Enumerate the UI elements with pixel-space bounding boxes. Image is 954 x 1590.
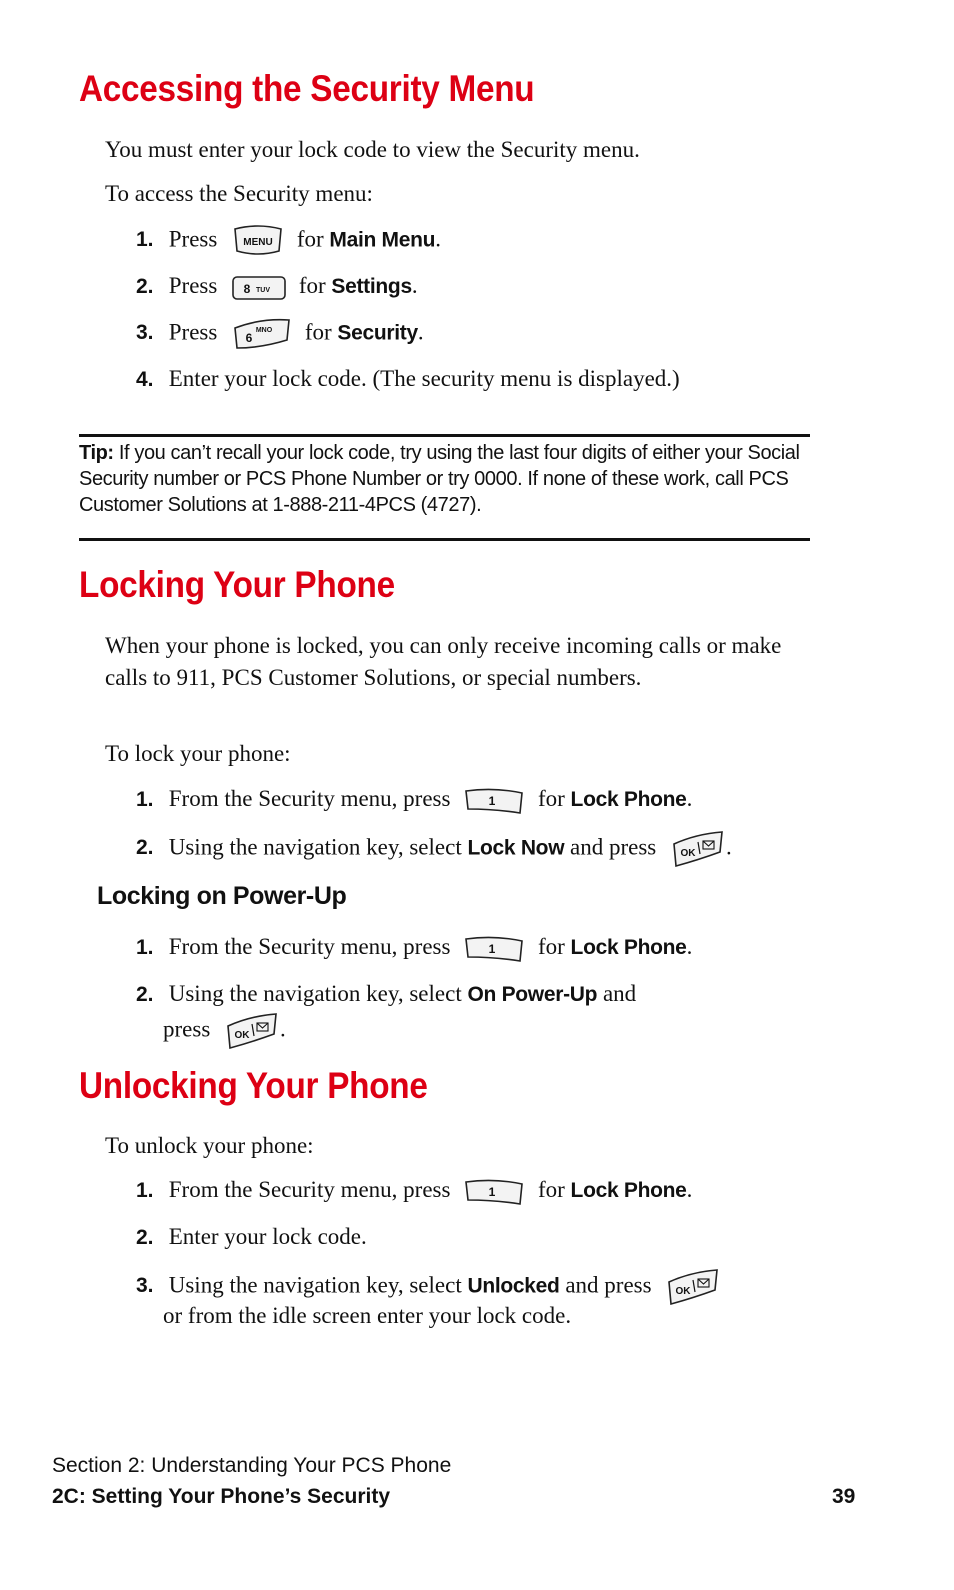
security-menu-lead: To access the Security menu: bbox=[105, 181, 373, 206]
step-target: Lock Phone bbox=[570, 936, 687, 959]
6-mno-key-icon bbox=[231, 316, 293, 352]
power-up-step-2-cont bbox=[163, 1012, 853, 1050]
step-text: From the Security menu, press bbox=[168, 934, 451, 959]
step-end: . bbox=[417, 319, 424, 345]
svg-text:6: 6 bbox=[245, 331, 253, 345]
unlocking-heading: Unlocking Your Phone bbox=[79, 1065, 428, 1106]
step-number: 1. bbox=[136, 1179, 154, 1202]
security-step-2 bbox=[136, 270, 826, 303]
footer-section: Section 2: Understanding Your PCS Phone bbox=[52, 1454, 452, 1477]
step-number: 2. bbox=[136, 275, 154, 298]
step-text: for bbox=[537, 934, 565, 959]
step-text: Using the navigation key, select bbox=[168, 981, 462, 1006]
svg-text:TUV: TUV bbox=[256, 286, 271, 294]
power-up-step-1 bbox=[136, 931, 826, 965]
step-text: Enter your lock code. (The security menu is displayed.) bbox=[168, 366, 680, 391]
menu-key-icon bbox=[231, 223, 285, 259]
tip-label: Tip: bbox=[79, 442, 114, 464]
step-number: 1. bbox=[136, 788, 154, 811]
unlocking-lead: To unlock your phone: bbox=[105, 1133, 314, 1158]
step-text: for bbox=[304, 319, 332, 345]
svg-text:1: 1 bbox=[488, 793, 496, 808]
step-text: Press bbox=[168, 273, 218, 298]
step-number: 4. bbox=[136, 368, 154, 391]
locking-intro: When your phone is locked, you can only receive incoming calls or make calls to 911, PCS Customer Solutions, or special numbers. bbox=[105, 633, 782, 690]
svg-text:OK: OK bbox=[675, 1286, 691, 1297]
step-number: 1. bbox=[136, 936, 154, 959]
step-end: . bbox=[686, 1177, 693, 1202]
step-text: Using the navigation key, select bbox=[168, 1272, 462, 1298]
locking-heading: Locking Your Phone bbox=[79, 564, 395, 605]
step-target: Lock Now bbox=[467, 836, 565, 860]
step-text: From the Security menu, press bbox=[168, 786, 451, 811]
step-text: for bbox=[537, 786, 565, 811]
unlocking-step-1 bbox=[136, 1174, 826, 1208]
locking-power-up-heading: Locking on Power-Up bbox=[97, 882, 347, 910]
step-number: 2. bbox=[136, 983, 154, 1006]
step-text: for bbox=[298, 273, 326, 298]
locking-lead: To lock your phone: bbox=[105, 741, 291, 766]
step-number: 1. bbox=[136, 228, 154, 252]
step-end: . bbox=[686, 786, 693, 811]
step-target: Unlocked bbox=[467, 1274, 560, 1298]
step-target: On Power-Up bbox=[467, 983, 598, 1006]
tip-box bbox=[79, 440, 810, 518]
step-text: Enter your lock code. bbox=[168, 1224, 367, 1249]
unlocking-step-3-cont bbox=[163, 1300, 853, 1332]
locking-step-1 bbox=[136, 783, 826, 817]
step-text: for bbox=[296, 226, 324, 252]
security-step-1 bbox=[136, 223, 826, 259]
svg-text:1: 1 bbox=[488, 1184, 496, 1199]
unlocking-step-2 bbox=[136, 1221, 826, 1254]
svg-text:MNO: MNO bbox=[255, 327, 273, 334]
security-step-4 bbox=[136, 363, 826, 396]
step-target: Main Menu bbox=[329, 228, 436, 252]
security-step-3 bbox=[136, 316, 826, 352]
step-end: . bbox=[280, 1016, 286, 1042]
step-text: Press bbox=[168, 319, 218, 345]
svg-text:OK: OK bbox=[234, 1030, 250, 1041]
step-text: Using the navigation key, select bbox=[168, 834, 462, 860]
ok-key-icon bbox=[224, 1012, 280, 1050]
step-end: . bbox=[435, 226, 441, 252]
step-target: Settings bbox=[331, 275, 412, 298]
1-key-icon bbox=[464, 933, 526, 965]
svg-text:1: 1 bbox=[488, 941, 496, 956]
step-number: 3. bbox=[136, 321, 154, 345]
step-target: Lock Phone bbox=[570, 1179, 687, 1202]
step-end: . bbox=[686, 934, 693, 959]
step-end: . bbox=[725, 834, 732, 860]
locking-step-2 bbox=[136, 830, 826, 868]
step-text: for bbox=[537, 1177, 565, 1202]
1-key-icon bbox=[464, 1176, 526, 1208]
power-up-step-2 bbox=[136, 978, 826, 1011]
tip-text: If you can’t recall your lock code, try using the last four digits of either your Social Security number or PCS Phone Number or try 0000. If none of these work, call PCS Customer Solutions at 1-888-211-4PCS (4727). bbox=[79, 442, 800, 516]
step-number: 2. bbox=[136, 836, 154, 860]
step-number: 3. bbox=[136, 1274, 154, 1298]
1-key-icon bbox=[464, 785, 526, 817]
step-end: . bbox=[411, 273, 418, 298]
footer-chapter: 2C: Setting Your Phone’s Security bbox=[52, 1485, 391, 1508]
step-text: or from the idle screen enter your lock code. bbox=[163, 1303, 572, 1328]
step-text: Press bbox=[168, 226, 218, 252]
security-menu-intro: You must enter your lock code to view the Security menu. bbox=[105, 137, 640, 162]
tip-bottom-rule bbox=[79, 538, 810, 541]
step-text: From the Security menu, press bbox=[168, 1177, 451, 1202]
svg-text:OK: OK bbox=[680, 848, 696, 859]
8-tuv-key-icon bbox=[231, 274, 287, 302]
step-target: Security bbox=[337, 321, 418, 345]
ok-key-icon bbox=[670, 830, 726, 868]
svg-text:MENU: MENU bbox=[243, 237, 273, 248]
step-text: press bbox=[163, 1016, 211, 1042]
svg-text:8: 8 bbox=[243, 281, 251, 296]
step-number: 2. bbox=[136, 1226, 154, 1249]
step-target: Lock Phone bbox=[570, 788, 687, 811]
page-number: 39 bbox=[832, 1485, 856, 1508]
step-text: and press bbox=[570, 834, 657, 860]
step-text: and press bbox=[565, 1272, 652, 1298]
tip-top-rule bbox=[79, 434, 810, 437]
security-menu-heading: Accessing the Security Menu bbox=[79, 68, 535, 109]
step-text: and bbox=[602, 981, 637, 1006]
